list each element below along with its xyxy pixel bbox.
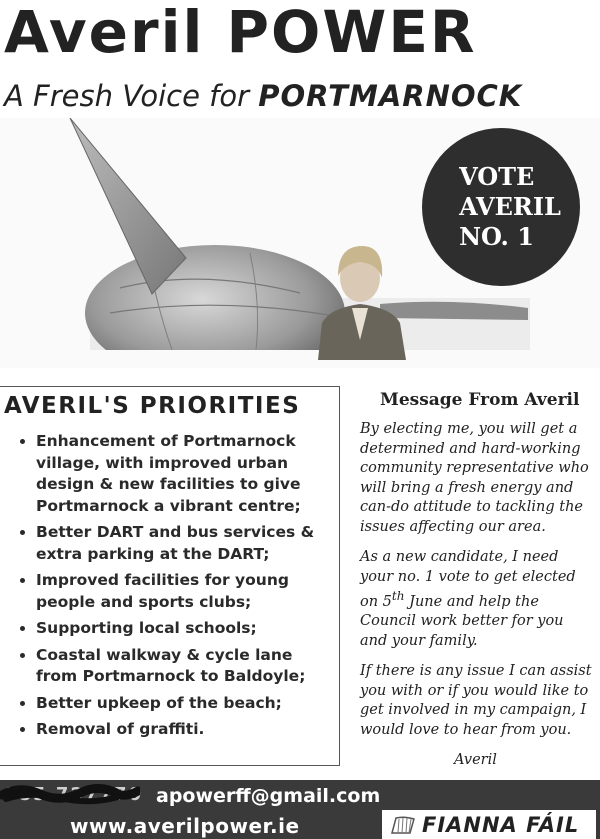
badge-line-3: NO. 1 bbox=[459, 222, 534, 251]
priorities-list bbox=[20, 431, 336, 746]
website-link[interactable]: www.averilpower.ie bbox=[70, 814, 300, 838]
harp-icon bbox=[390, 815, 416, 835]
message-signoff: Averil bbox=[454, 752, 497, 769]
priority-item: • Removal of graffiti. bbox=[36, 719, 336, 741]
phone-number: 085 727770 bbox=[4, 784, 143, 805]
candidate-name: Averil POWER bbox=[4, 0, 477, 66]
date-ordinal: th bbox=[391, 589, 405, 603]
priorities-box bbox=[0, 386, 340, 766]
priority-item: • Better upkeep of the beach; bbox=[36, 693, 336, 715]
priority-item: • Supporting local schools; bbox=[36, 618, 336, 640]
badge-line-2: AVERIL bbox=[459, 192, 561, 221]
message-paragraph-1: By electing me, you will get a determined and hard-working community representative who will bring a fresh energy and can-do attitude to tackling the issues affecting our area. bbox=[360, 421, 589, 535]
party-name: FIANNA FÁIL bbox=[422, 812, 580, 837]
party-logo bbox=[382, 810, 596, 839]
message-paragraph-2-end: June and help the Council work better for you and your family. bbox=[360, 593, 564, 649]
priorities-heading: AVERIL'S PRIORITIES bbox=[4, 393, 301, 419]
tagline bbox=[4, 76, 522, 116]
priority-item: • Improved facilities for young people and sports clubs; bbox=[36, 570, 336, 613]
tagline-place: PORTMARNOCK bbox=[258, 79, 523, 113]
message-paragraph-3: If there is any issue I can assist you with or if you would like to get involved in my campaign, I would love to hear from you. bbox=[360, 663, 592, 738]
badge-line-1: VOTE bbox=[459, 162, 535, 191]
contact-footer bbox=[0, 780, 600, 839]
vote-badge bbox=[422, 128, 580, 286]
message-heading: Message From Averil bbox=[380, 390, 580, 410]
priority-item: • Better DART and bus services & extra parking at the DART; bbox=[36, 522, 336, 565]
message-paragraph-2-start: As a new candidate, I need your no. 1 vote to get elected on 5 bbox=[360, 549, 576, 610]
message-paragraph-2 bbox=[360, 548, 594, 651]
priority-item: • Enhancement of Portmarnock village, with improved urban design & new facilities to give Portmarnock a vibrant centre; bbox=[36, 431, 336, 517]
priority-item: • Coastal walkway & cycle lane from Portmarnock to Baldoyle; bbox=[36, 645, 336, 688]
scribble-redaction bbox=[0, 783, 140, 805]
tagline-lead: A Fresh Voice for bbox=[4, 79, 250, 113]
message-section bbox=[354, 390, 594, 782]
email-link[interactable]: apowerff@gmail.com bbox=[156, 785, 381, 807]
